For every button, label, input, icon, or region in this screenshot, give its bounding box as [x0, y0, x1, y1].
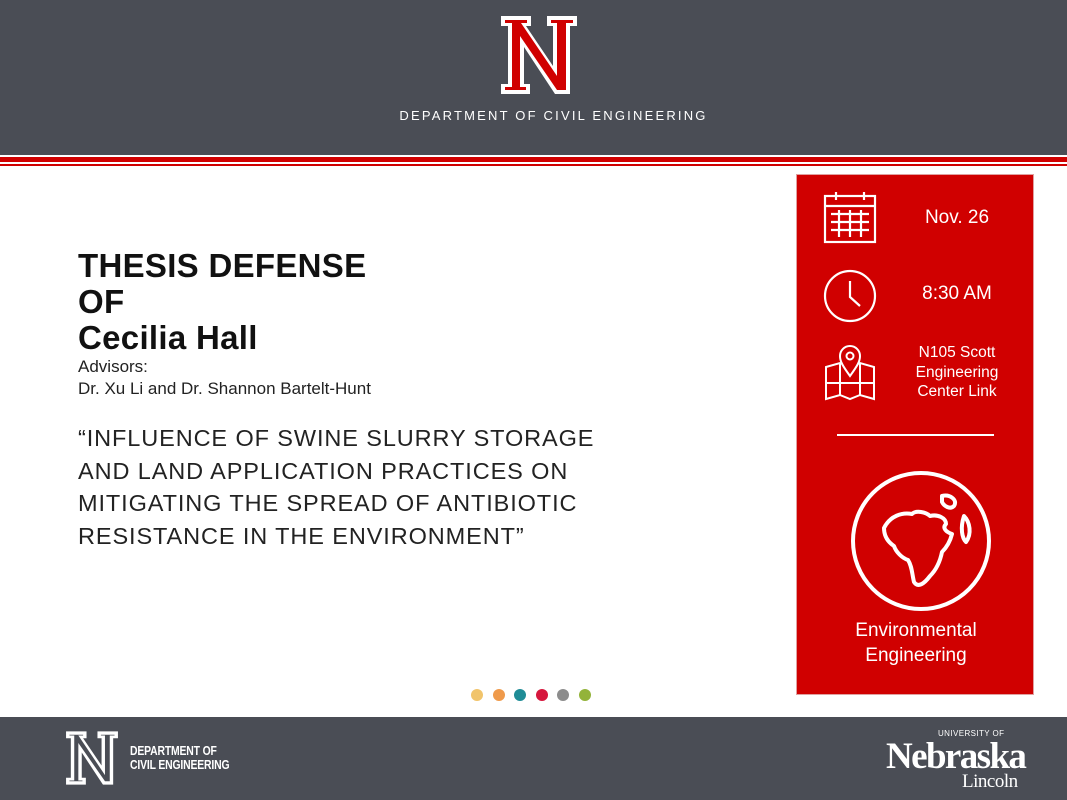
location-line: N105 Scott	[918, 344, 996, 361]
thesis-title-line: AND LAND APPLICATION PRACTICES ON	[78, 457, 569, 484]
footer-department-line: CIVIL ENGINEERING	[130, 757, 230, 772]
department-title: DEPARTMENT OF CIVIL ENGINEERING	[399, 108, 708, 123]
globe-icon	[850, 470, 992, 612]
footer-department-line: DEPARTMENT OF	[130, 743, 217, 758]
presenter-name: Cecilia Hall	[78, 319, 258, 356]
event-details-panel	[796, 174, 1034, 695]
decorative-dot	[493, 689, 505, 701]
advisors-names: Dr. Xu Li and Dr. Shannon Bartelt-Hunt	[78, 379, 371, 398]
clock-icon	[822, 268, 878, 324]
thesis-title-line: MITIGATING THE SPREAD OF ANTIBIOTIC	[78, 490, 578, 516]
location-line: Engineering	[915, 363, 999, 381]
red-divider-thin	[0, 164, 1067, 166]
event-date: Nov. 26	[924, 207, 990, 228]
decorative-dot	[536, 689, 548, 701]
header-banner	[0, 0, 1067, 155]
advisors-label: Advisors:	[78, 357, 148, 376]
n-logo-icon	[63, 730, 121, 786]
research-area-line: Environmental	[855, 620, 977, 641]
location-line: Center Link	[917, 383, 997, 400]
decorative-dot	[471, 689, 483, 701]
red-divider	[0, 157, 1067, 162]
panel-divider	[837, 434, 994, 436]
calendar-icon	[823, 190, 877, 244]
unl-university-label: UNIVERSITY OF	[938, 729, 1005, 738]
decorative-dot	[579, 689, 591, 701]
research-area	[817, 618, 1015, 668]
decorative-dot	[557, 689, 569, 701]
thesis-title-line: “INFLUENCE OF SWINE SLURRY STORAGE	[78, 425, 595, 451]
unl-campus: Lincoln	[962, 771, 1018, 792]
footer-department	[130, 744, 229, 772]
announcement-body	[78, 248, 738, 552]
event-location	[893, 343, 1021, 402]
event-time: 8:30 AM	[922, 283, 992, 304]
unl-name: Nebraska	[886, 736, 1026, 777]
thesis-title	[78, 422, 738, 552]
color-dots	[471, 688, 601, 701]
event-heading-of: OF	[78, 283, 125, 320]
event-heading: THESIS DEFENSE	[78, 247, 367, 284]
n-logo-icon	[499, 14, 579, 96]
research-area-line: Engineering	[865, 645, 967, 666]
unl-wordmark	[882, 727, 1026, 793]
thesis-title-line: RESISTANCE IN THE ENVIRONMENT”	[78, 522, 525, 549]
map-pin-icon	[824, 343, 876, 401]
decorative-dot	[514, 689, 526, 701]
footer-banner	[0, 717, 1067, 800]
